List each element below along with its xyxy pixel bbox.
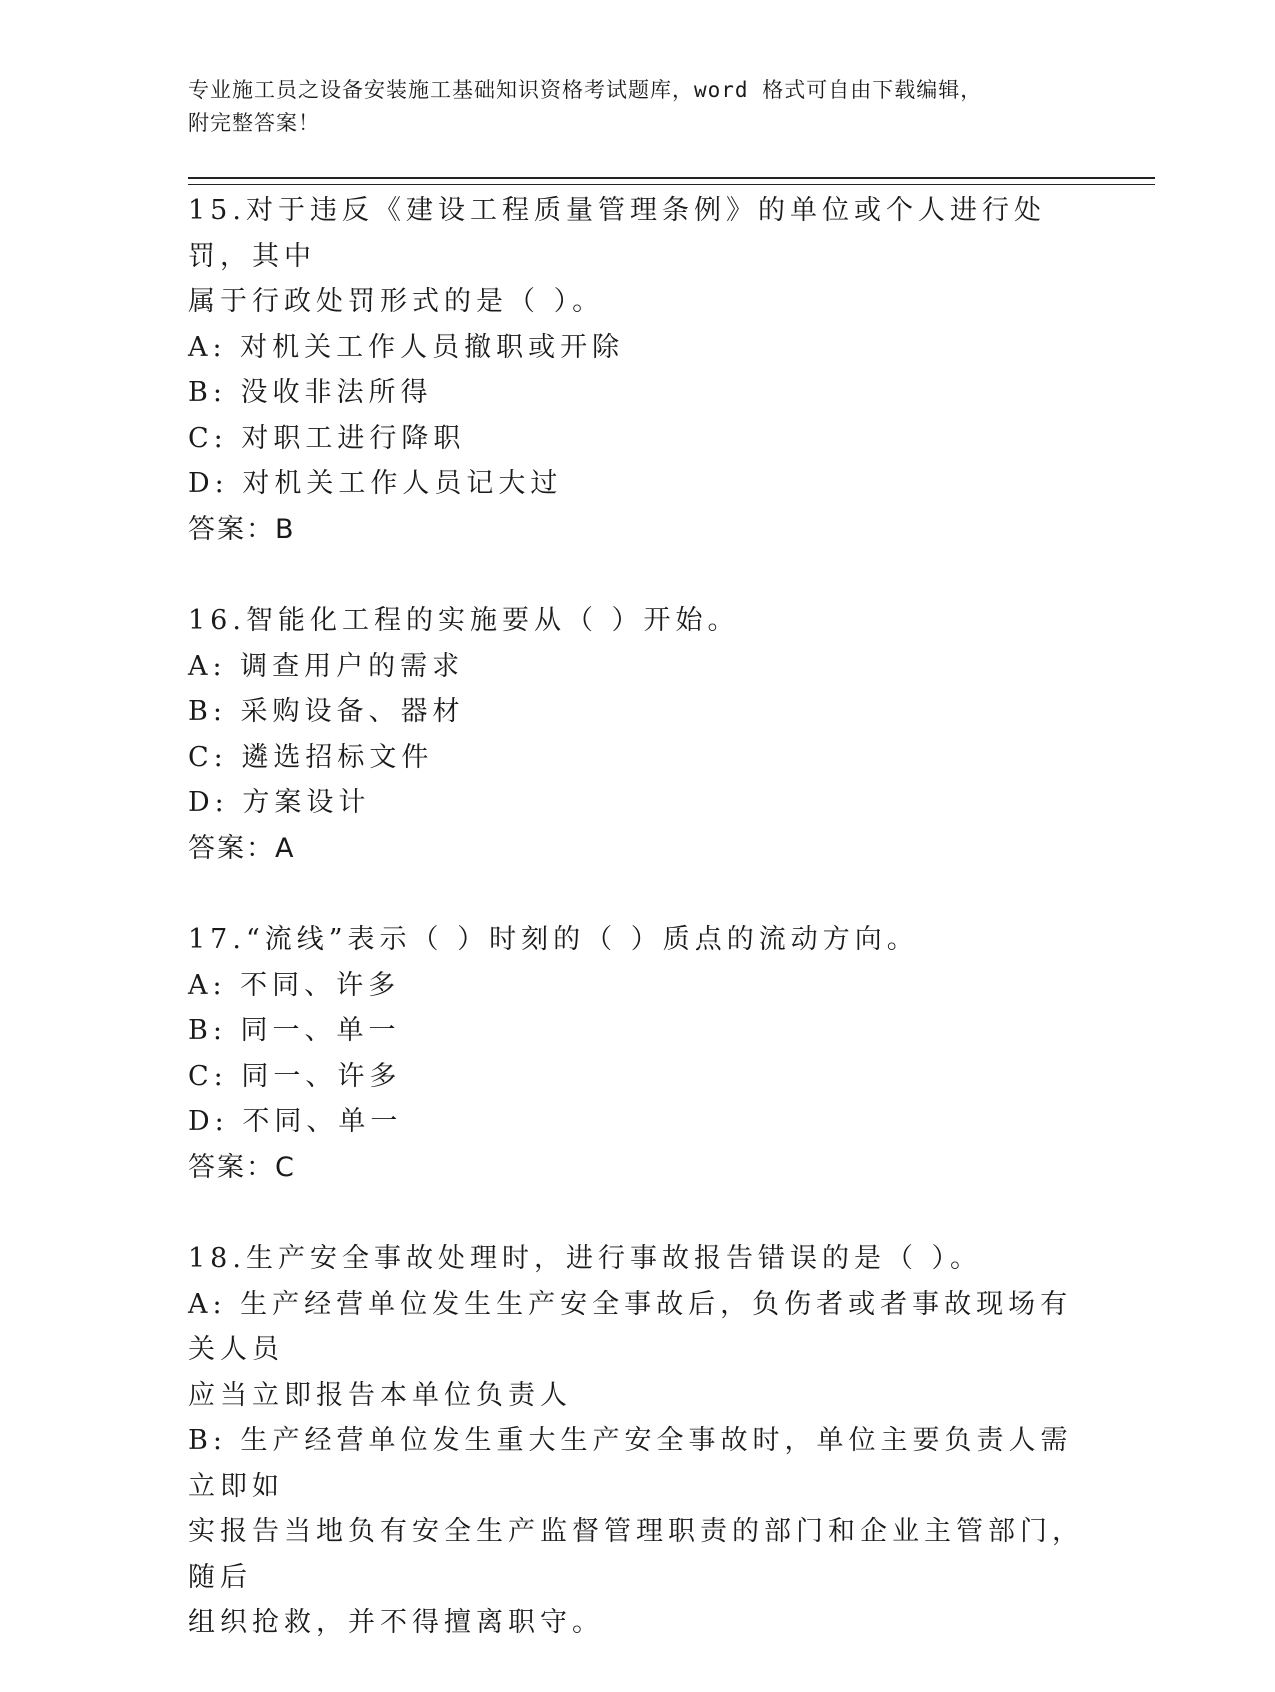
option-d: D: 不同、单一 [188,1106,403,1137]
option-a: A: 对机关工作人员撤职或开除 [188,331,625,363]
document-header [188,74,1088,140]
question-list [188,188,1088,1692]
option-d: D: 方案设计 [188,787,371,818]
option-b: B: 生产经营单位发生重大生产安全事故时，单位主要负责人需立即如 [188,1425,1073,1502]
header-line-1: 专业施工员之设备安装施工基础知识资格考试题库，word 格式可自由下载编辑， [188,78,983,102]
answer-text: 答案：B [188,513,296,545]
option-d: D: 对机关工作人员记大过 [188,468,563,499]
answer-text: 答案：A [188,832,296,864]
option-b: B: 没收非法所得 [188,377,433,408]
question-15 [188,188,1088,552]
header-divider-thick [188,177,1155,179]
question-stem: 17.“流线”表示（ ）时刻的（ ）质点的流动方向。 [188,924,919,955]
option-b: B: 采购设备、器材 [188,696,465,727]
option-b-continued: 实报告当地负有安全生产监督管理职责的部门和企业主管部门，随后 [188,1516,1084,1593]
question-stem: 属于行政处罚形式的是（ ）。 [188,286,605,317]
question-17 [188,917,1088,1190]
option-b-continued: 组织抢救，并不得擅离职守。 [188,1607,604,1638]
option-b: B: 同一、单一 [188,1015,401,1046]
option-c: C: 同一、许多 [188,1060,402,1092]
question-16 [188,598,1088,871]
option-a: A: 不同、许多 [188,969,401,1001]
option-c: C: 对职工进行降职 [188,422,466,454]
option-c: C: 遴选招标文件 [188,741,434,773]
question-18 [188,1236,1088,1646]
option-a: A: 调查用户的需求 [188,650,465,682]
question-stem: 16.智能化工程的实施要从（ ）开始。 [188,605,740,636]
question-stem: 18.生产安全事故处理时，进行事故报告错误的是（ ）。 [188,1243,983,1274]
question-stem: 15.对于违反《建设工程质量管理条例》的单位或个人进行处罚，其中 [188,195,1046,272]
answer-text: 答案：C [188,1151,296,1183]
header-divider-thin [188,184,1155,185]
option-a-continued: 应当立即报告本单位负责人 [188,1379,572,1411]
header-line-2: 附完整答案！ [188,111,320,135]
option-a: A: 生产经营单位发生生产安全事故后，负伤者或者事故现场有关人员 [188,1288,1073,1365]
